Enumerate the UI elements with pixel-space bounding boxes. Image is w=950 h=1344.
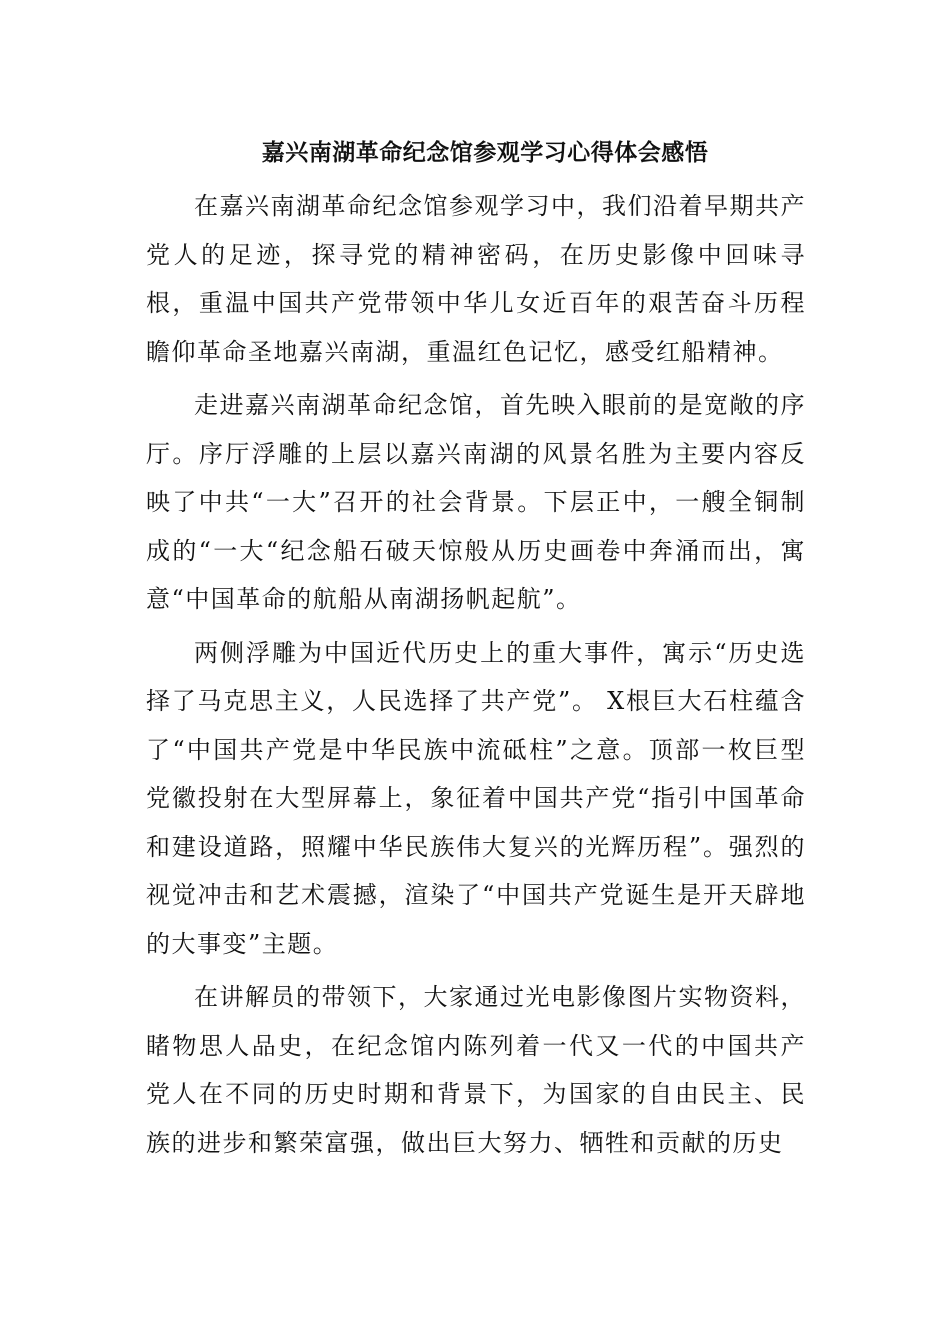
document-body	[146, 182, 806, 1172]
paragraph-1: 在嘉兴南湖革命纪念馆参观学习中，我们沿着早期共产党人的足迹，探寻党的精神密码，在历史影像中回味寻根，重温中国共产党带领中华儿女近百年的艰苦奋斗历程瞻仰革命圣地嘉兴南湖，重温红色记忆，感受红船精神。	[146, 192, 806, 366]
document-title: 嘉兴南湖革命纪念馆参观学习心得体会感悟	[261, 140, 709, 166]
paragraph-3: 两侧浮雕为中国近代历史上的重大事件，寓示“历史选择了马克思主义，人民选择了共产党”。 X根巨大石柱蕴含了“中国共产党是中华民族中流砥柱”之意。顶部一枚巨型党徽投射在大型屏幕上，象征着中国共产党“指引中国革命和建设道路，照耀中华民族伟大复兴的光辉历程”。强烈的视觉冲击和艺术震撼，渲染了“中国共产党诞生是开天辟地的大事变”主题。	[146, 638, 806, 958]
paragraph-4: 在讲解员的带领下，大家通过光电影像图片实物资料，睹物思人品史，在纪念馆内陈列着一代又一代的中国共产党人在不同的历史时期和背景下，为国家的自由民主、民族的进步和繁荣富强，做出巨大努力、牺牲和贡献的历史	[146, 983, 806, 1157]
paragraph-2: 走进嘉兴南湖革命纪念馆，首先映入眼前的是宽敞的序厅。序厅浮雕的上层以嘉兴南湖的风景名胜为主要内容反映了中共“一大”召开的社会背景。下层正中，一艘全铜制成的“一大“纪念船石破天惊般从历史画卷中奔涌而出，寓意“中国革命的航船从南湖扬帆起航”。	[146, 391, 806, 613]
